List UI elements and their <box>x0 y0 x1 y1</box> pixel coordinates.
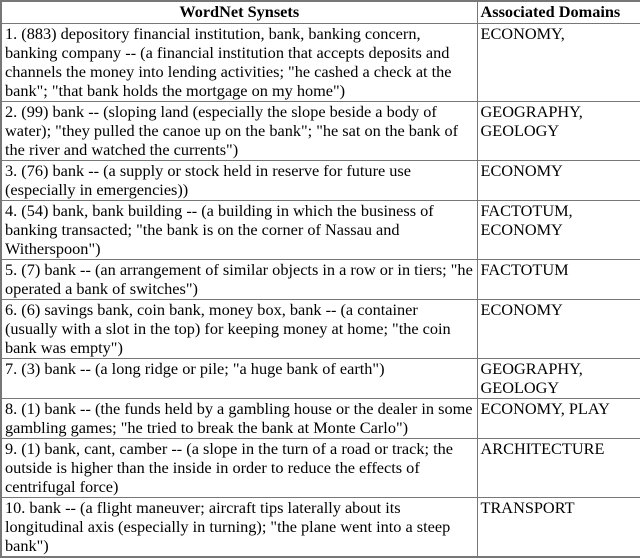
synset-cell: 1. (883) depository financial institution, bank, banking concern, banking company -- (a financial institution that accepts deposits and channels the money into lending activities; "he cashed a check at the bank"; "that bank holds the mortgage on my home") <box>1 24 477 102</box>
domains-cell: ECONOMY <box>477 161 640 201</box>
table-row <box>1 260 640 300</box>
synset-cell: 2. (99) bank -- (sloping land (especially the slope beside a body of water); "they pulled the canoe up on the bank"; "he sat on the bank of the river and watched the currents") <box>1 102 477 161</box>
domains-cell: FACTOTUM <box>477 260 640 300</box>
domains-cell: ECONOMY, <box>477 24 640 102</box>
table-row <box>1 102 640 161</box>
table-row <box>1 359 640 399</box>
domains-cell: ECONOMY <box>477 300 640 359</box>
domains-cell: ARCHITECTURE <box>477 439 640 498</box>
synset-cell: 9. (1) bank, cant, camber -- (a slope in the turn of a road or track; the outside is higher than the inside in order to reduce the effects of centrifugal force) <box>1 439 477 498</box>
domains-cell: ECONOMY, PLAY <box>477 399 640 439</box>
table-row <box>1 201 640 260</box>
table-row <box>1 498 640 558</box>
synset-cell: 4. (54) bank, bank building -- (a building in which the business of banking transacted; "the bank is on the corner of Nassau and Witherspoon") <box>1 201 477 260</box>
domains-cell: GEOGRAPHY, GEOLOGY <box>477 102 640 161</box>
synset-cell: 7. (3) bank -- (a long ridge or pile; "a huge bank of earth") <box>1 359 477 399</box>
synset-cell: 6. (6) savings bank, coin bank, money box, bank -- (a container (usually with a slot in the top) for keeping money at home; "the coin bank was empty") <box>1 300 477 359</box>
domains-cell: FACTOTUM, ECONOMY <box>477 201 640 260</box>
table-row <box>1 439 640 498</box>
synset-cell: 5. (7) bank -- (an arrangement of similar objects in a row or in tiers; "he operated a bank of switches") <box>1 260 477 300</box>
table-row <box>1 161 640 201</box>
domains-cell: GEOGRAPHY, GEOLOGY <box>477 359 640 399</box>
header-row <box>1 1 640 24</box>
domains-cell: TRANSPORT <box>477 498 640 558</box>
header-domains: Associated Domains <box>477 1 640 24</box>
table-row <box>1 399 640 439</box>
synset-cell: 3. (76) bank -- (a supply or stock held in reserve for future use (especially in emergencies)) <box>1 161 477 201</box>
synset-cell: 8. (1) bank -- (the funds held by a gambling house or the dealer in some gambling games; "he tried to break the bank at Monte Carlo") <box>1 399 477 439</box>
table-row <box>1 300 640 359</box>
header-synsets: WordNet Synsets <box>1 1 477 24</box>
synset-cell: 10. bank -- (a flight maneuver; aircraft tips laterally about its longitudinal axis (especially in turning); "the plane went into a steep bank") <box>1 498 477 558</box>
table-row <box>1 24 640 102</box>
